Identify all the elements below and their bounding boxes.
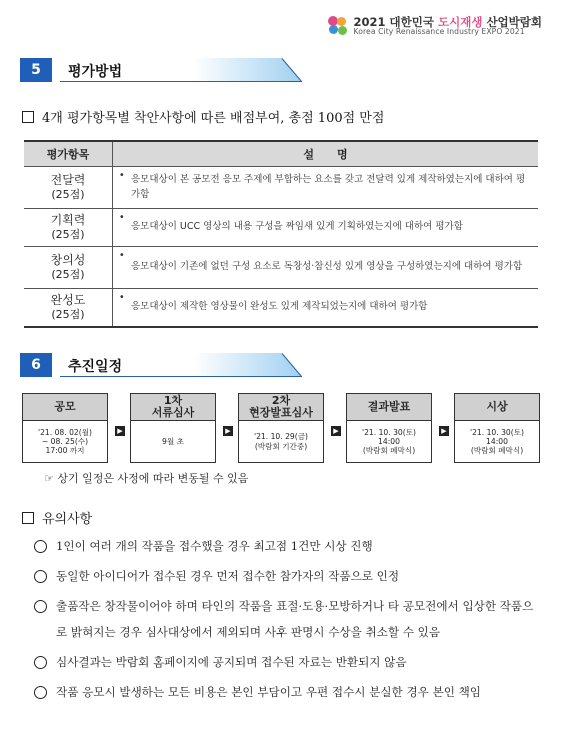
table-row: 기획력 (25점) • 응모대상이 UCC 영상의 내용 구성을 짜임새 있게 기획하였는지에 대하여 평가함 — [24, 209, 538, 247]
section-5-intro: 4개 평가항목별 착안사항에 따른 배점부여, 총점 100점 만점 — [22, 107, 384, 126]
circle-bullet-icon — [34, 656, 47, 669]
notes-title: 유의사항 — [22, 508, 92, 527]
table-row: 완성도 (25점) • 응모대상이 제작한 영상물이 완성도 있게 제작되었는지에 대하여 평가함 — [24, 289, 538, 327]
section-6-number: 6 — [20, 353, 52, 377]
checkbox-bullet-icon — [22, 111, 34, 123]
expo-subtitle: Korea City Renaissance Industry EXPO 2021 — [353, 27, 525, 37]
section-5-number: 5 — [20, 58, 52, 82]
section-6-heading — [20, 353, 302, 377]
arrow-right-icon: ▶ — [439, 426, 449, 436]
table-header-item: 평가항목 — [24, 141, 113, 167]
table-cell-desc: • 응모대상이 본 공모전 응모 주제에 부합하는 요소를 갖고 전달력 있게 제작하였는지에 대하여 평가함 — [113, 167, 539, 209]
table-row: 창의성 (25점) • 응모대상이 기존에 없던 구성 요소로 독창성·참신성 있게 영상을 구성하였는지에 대하여 평가함 — [24, 247, 538, 289]
expo-title: 2021 대한민국 도시재생 산업박람회 — [353, 14, 542, 29]
schedule-step-document-review: 1차 서류심사 9월 초 — [130, 393, 216, 463]
schedule-step-award: 시상 '21. 10. 30(토) 14:00 (박람회 폐막식) — [454, 393, 540, 463]
section-5-tab — [60, 58, 302, 82]
section-6-tab — [60, 353, 302, 377]
table-cell-desc: • 응모대상이 UCC 영상의 내용 구성을 짜임새 있게 기획하였는지에 대하여 평가함 — [113, 209, 539, 247]
checkbox-bullet-icon — [22, 512, 34, 524]
schedule-step-presentation-review: 2차 현장발표심사 '21. 10. 29(금) (박람회 기간중) — [238, 393, 324, 463]
list-item: 1인이 여러 개의 작품을 접수했을 경우 최고점 1건만 시상 진행 — [34, 533, 544, 559]
circle-bullet-icon — [34, 686, 47, 699]
schedule-flow — [22, 393, 540, 463]
list-item: 동일한 아이디어가 접수된 경우 먼저 접수한 참가자의 작품으로 인정 — [34, 563, 544, 589]
arrow-right-icon: ▶ — [115, 426, 125, 436]
table-row: 전달력 (25점) • 응모대상이 본 공모전 응모 주제에 부합하는 요소를 갖고 전달력 있게 제작하였는지에 대하여 평가함 — [24, 167, 538, 209]
list-item: 작품 응모시 발생하는 모든 비용은 본인 부담이고 우편 접수시 분실한 경우 본인 책임 — [34, 679, 544, 705]
pointing-hand-icon: ☞ — [44, 472, 54, 485]
circle-bullet-icon — [34, 540, 47, 553]
circle-bullet-icon — [34, 570, 47, 583]
list-item: 심사결과는 박람회 홈페이지에 공지되며 접수된 자료는 반환되지 않음 — [34, 649, 544, 675]
evaluation-table — [24, 140, 538, 328]
schedule-step-announcement: 결과발표 '21. 10. 30(토) 14:00 (박람회 폐막식) — [346, 393, 432, 463]
section-5-title: 평가방법 — [68, 64, 123, 80]
section-5-heading — [20, 58, 302, 82]
list-item: 출품작은 창작물이어야 하며 타인의 작품을 표절·도용·모방하거나 타 공모전에서 입상한 작품으로 밝혀지는 경우 심사대상에서 제외되며 사후 판명시 수상을 취소할 수 있음 — [34, 593, 544, 645]
expo-logo-icon — [326, 14, 350, 38]
notes-list — [34, 533, 544, 709]
arrow-right-icon: ▶ — [223, 426, 233, 436]
schedule-step-contest: 공모 '21. 08. 02(월) ~ 08. 25(수) 17:00 까지 — [22, 393, 108, 463]
section-6-title: 추진일정 — [68, 359, 123, 375]
table-cell-desc: • 응모대상이 제작한 영상물이 완성도 있게 제작되었는지에 대하여 평가함 — [113, 289, 539, 327]
expo-logo — [326, 14, 542, 38]
circle-bullet-icon — [34, 600, 47, 613]
schedule-note: ☞ 상기 일정은 사정에 따라 변동될 수 있음 — [44, 472, 249, 485]
table-header-desc: 설 명 — [113, 141, 539, 167]
arrow-right-icon: ▶ — [331, 426, 341, 436]
table-cell-desc: • 응모대상이 기존에 없던 구성 요소로 독창성·참신성 있게 영상을 구성하였는지에 대하여 평가함 — [113, 247, 539, 289]
